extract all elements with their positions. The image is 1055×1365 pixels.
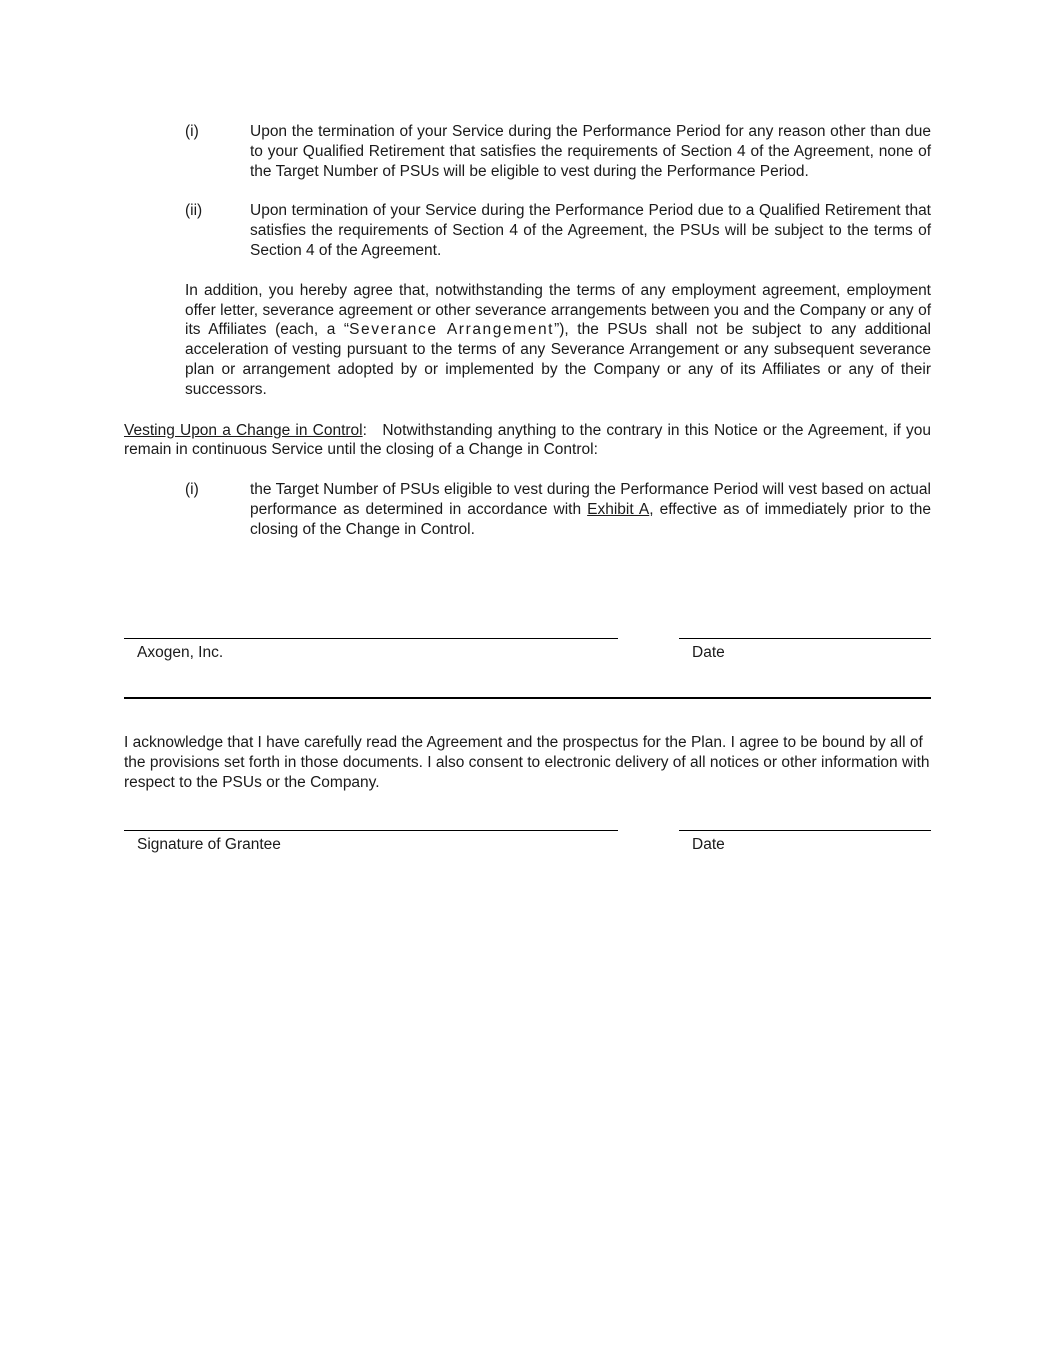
grantee-date-column	[679, 830, 931, 855]
termination-item-1-text: Upon the termination of your Service during the Performance Period for any reason other than due to your Qualified Retirement that satisfies the requirements of Section 4 of the Agreement, none of the Target Number of PSUs will be eligible to vest during the Performance Period.	[250, 123, 931, 180]
grantee-date-label: Date	[692, 835, 725, 853]
company-signature-block	[124, 638, 931, 663]
termination-item-2-text: Upon termination of your Service during the Performance Period due to a Qualified Retirement that satisfies the requirements of Section 4 of the Agreement, the PSUs will be subject to the terms of Section 4 of the Agreement.	[250, 202, 931, 259]
acknowledgment-paragraph: I acknowledge that I have carefully read the Agreement and the prospectus for the Plan. I agree to be bound by all of the provisions set forth in those documents. I also consent to electronic delivery of all notices or other information with respect to the PSUs or the Company.	[124, 734, 930, 791]
grantee-signature-block	[124, 830, 931, 855]
company-signature-column	[124, 638, 618, 663]
list-marker: (ii)	[185, 202, 203, 220]
company-date-label: Date	[692, 643, 725, 661]
change-in-control-paragraph	[124, 421, 931, 461]
change-in-control-heading: Vesting Upon a Change in Control	[124, 421, 363, 439]
termination-item-1	[124, 122, 931, 181]
section-divider	[124, 697, 931, 699]
cic-text-before: the Target Number of PSUs eligible to vest during the Performance Period will vest based on actual performance as determined in accordance with	[250, 481, 931, 518]
severance-text-after: ”), the PSUs shall not be subject to any additional acceleration of vesting pursuant to the terms of any Severance Arrangement or any subsequent severance plan or arrangement adopted by or implemented by the Company or any of its Affiliates or any of their successors.	[185, 321, 931, 398]
change-in-control-text: : Notwithstanding anything to the contrary in this Notice or the Agreement, if you remain in continuous Service until the closing of a Change in Control:	[124, 421, 931, 459]
grantee-signature-label: Signature of Grantee	[137, 835, 281, 853]
company-name-label: Axogen, Inc.	[137, 643, 224, 661]
severance-paragraph	[185, 281, 931, 400]
severance-text-before: In addition, you hereby agree that, notwithstanding the terms of any employment agreement, employment offer letter, severance agreement or other severance arrangements between you and the Company or any of its Affiliates (each, a “	[185, 281, 931, 339]
termination-item-2	[124, 201, 931, 260]
cic-vesting-item-text	[250, 480, 931, 539]
cic-text-after: , effective as of immediately prior to the closing of the Change in Control.	[250, 500, 932, 538]
list-marker: (i)	[185, 481, 199, 499]
severance-defined-term: Severance Arrangement	[349, 321, 555, 339]
cic-vesting-item	[124, 480, 931, 539]
company-date-column	[679, 638, 931, 663]
grantee-signature-column	[124, 830, 618, 855]
exhibit-a-reference: Exhibit A	[587, 500, 650, 518]
list-marker: (i)	[185, 123, 199, 140]
